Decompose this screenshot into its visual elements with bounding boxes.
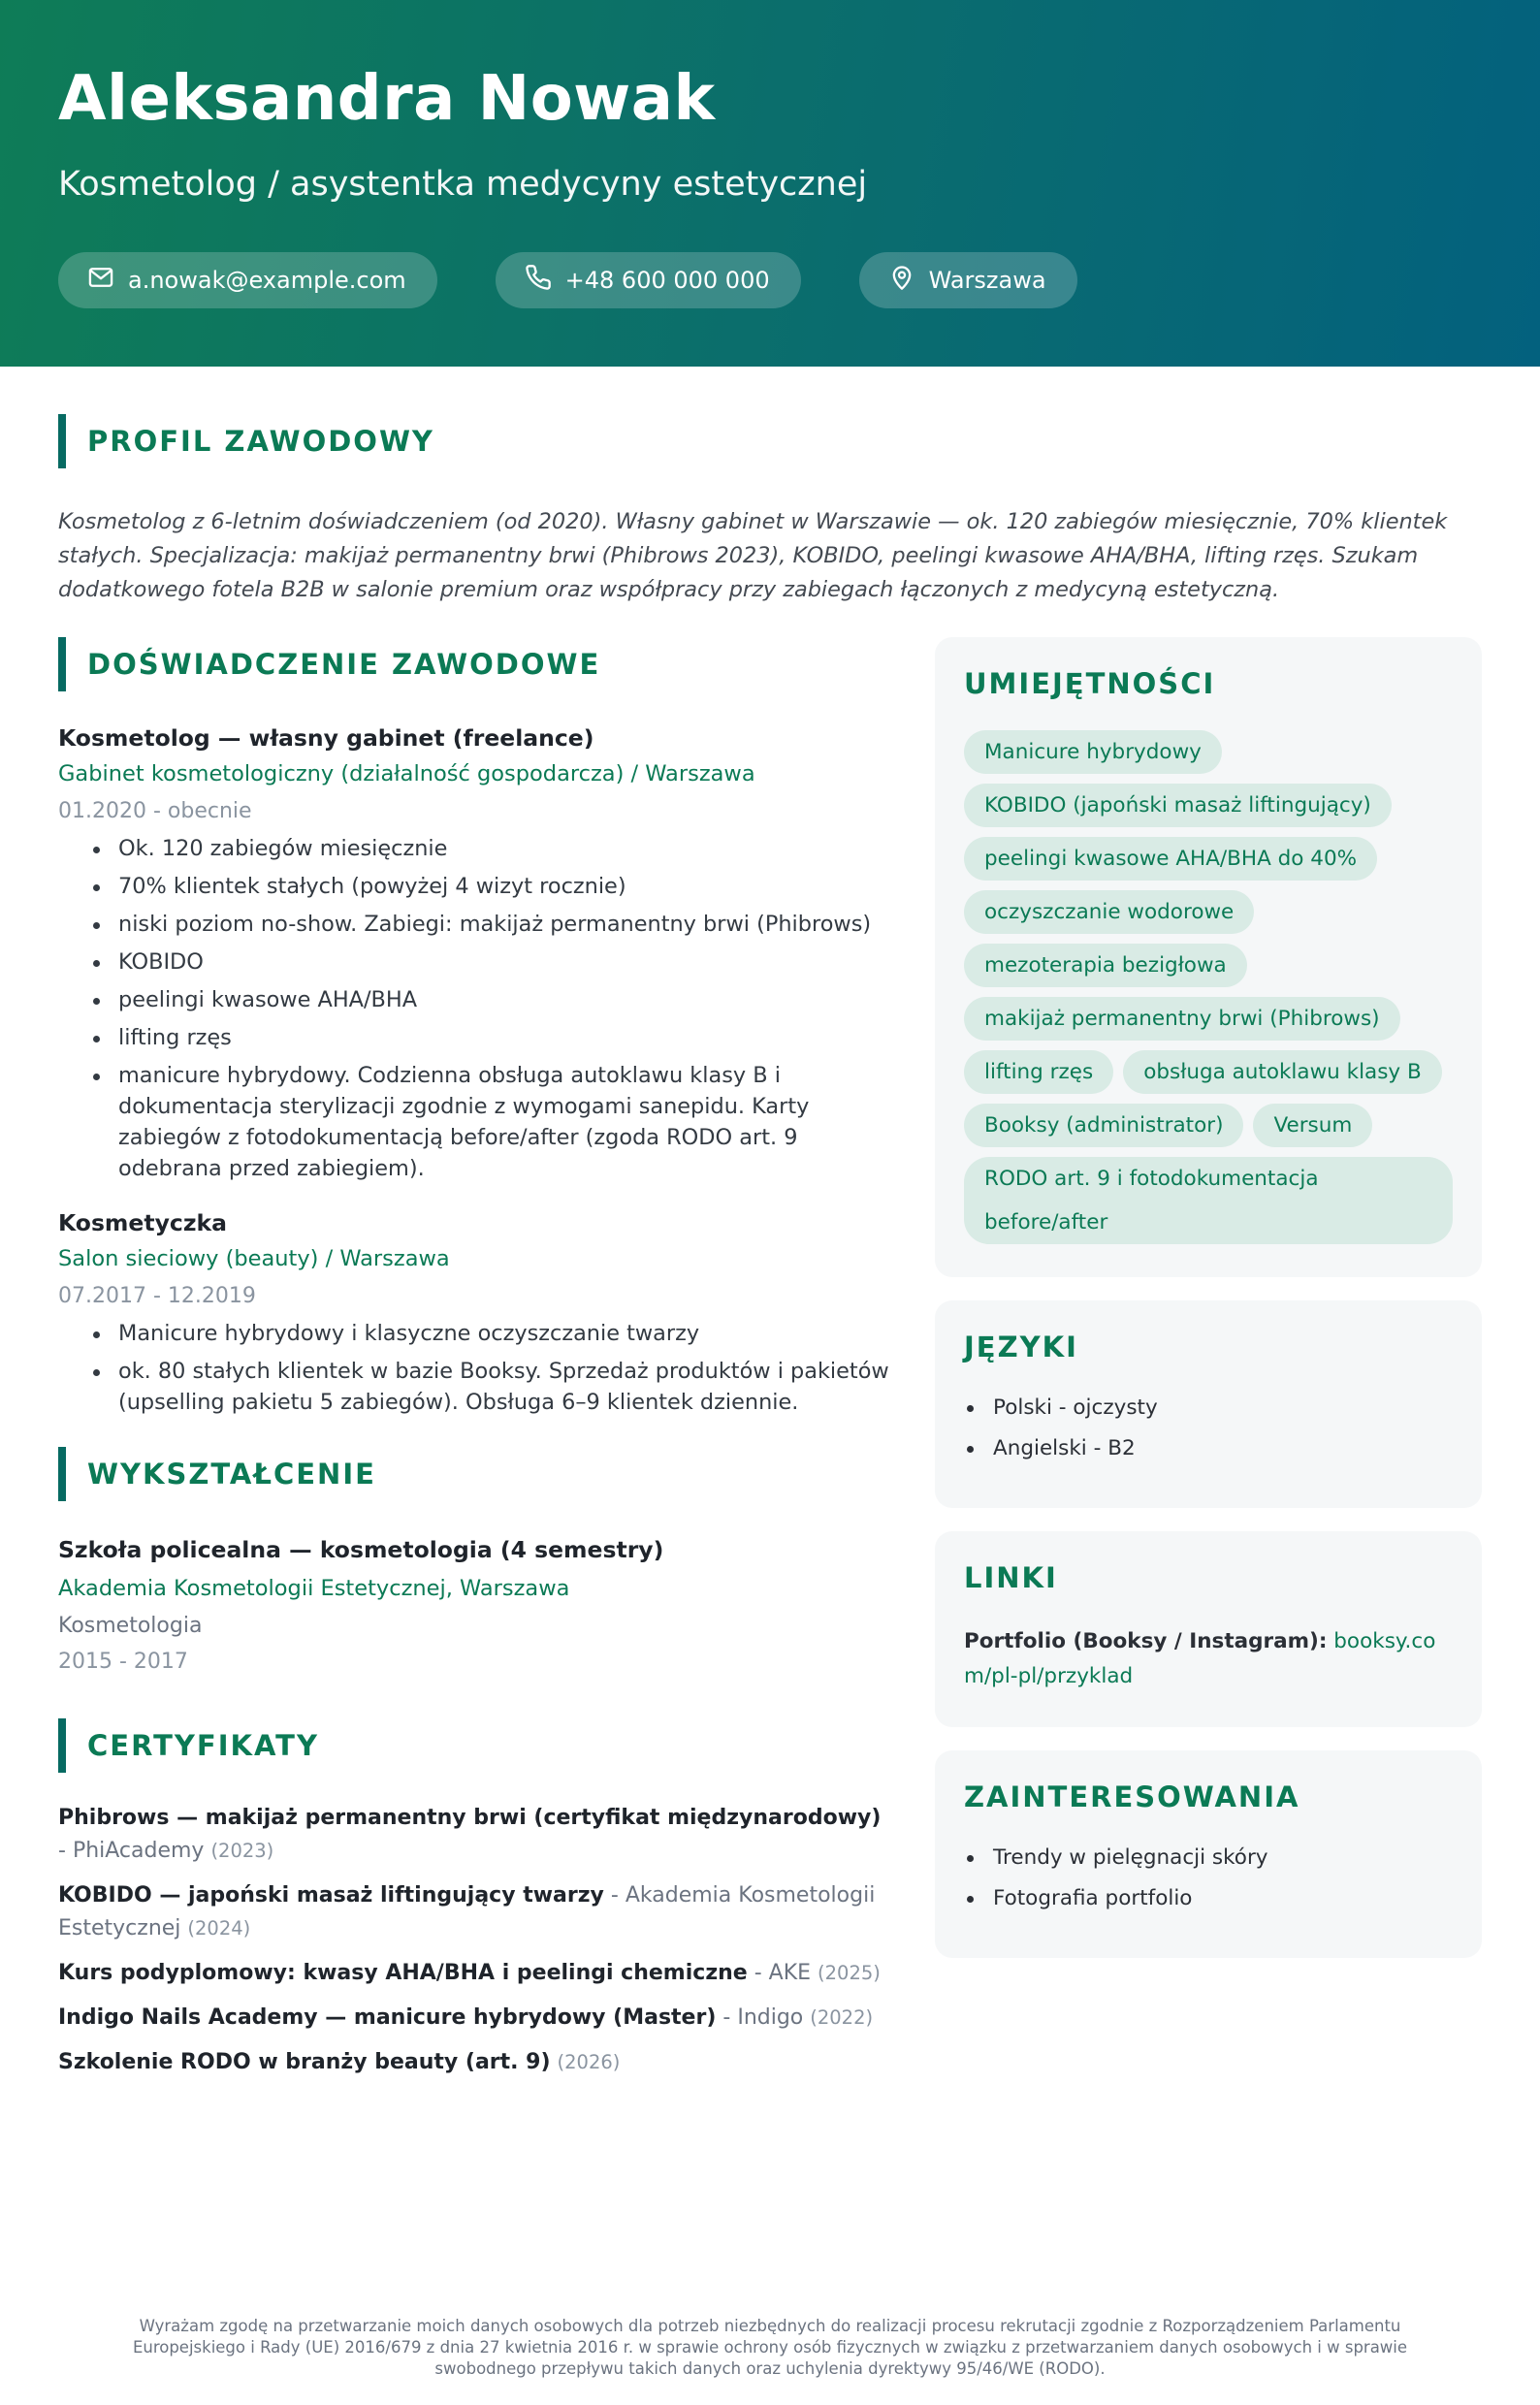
interests-heading: ZAINTERESOWANIA (964, 1780, 1300, 1813)
profile-section (58, 414, 1484, 607)
certificate-year: (2023) (210, 1840, 274, 1862)
contact-location-text: Warszawa (928, 267, 1046, 294)
links-card (935, 1531, 1482, 1727)
contact-phone[interactable] (496, 252, 801, 308)
certificate-issuer: Indigo (737, 2005, 804, 2030)
list-item: 70% klientek stałych (powyżej 4 wizyt rocznie) (58, 871, 892, 902)
portfolio-link-label: Portfolio (Booksy / Instagram): (964, 1629, 1328, 1653)
gdpr-consent: Wyrażam zgodę na przetwarzanie moich danych osobowych dla potrzeb niezbędnych do realizacji procesu rekrutacji zgodnie z Rozporządzeniem Parlamentu Europejskiego i Rady (UE) 2016/679 z dnia 27 kwietnia 2016 r. w sprawie ochrony osób fizycznych w związku z przetwarzaniem danych osobowych i w sprawie swobodnego przepływu takich danych oraz uchylenia dyrektywy 95/46/WE (RODO). (132, 2317, 1408, 2378)
education-dates: 2015 - 2017 (58, 1650, 188, 1674)
certificates-heading: CERTYFIKATY (58, 1718, 892, 1773)
certificate-issuer: AKE (768, 1961, 812, 1985)
certificate-item: KOBIDO — japoński masaż liftingujący twarzy - Akademia Kosmetologii Estetycznej (2024) (58, 1883, 876, 1940)
list-item: peelingi kwasowe AHA/BHA (58, 984, 892, 1015)
skill-tag: KOBIDO (japoński masaż liftingujący) (964, 784, 1392, 827)
profile-heading: PROFIL ZAWODOWY (58, 414, 1484, 468)
skills-card (935, 637, 1482, 1277)
skill-tag: oczyszczanie wodorowe (964, 890, 1254, 934)
list-item: manicure hybrydowy. Codzienna obsługa autoklawu klasy B i dokumentacja sterylizacji zgodnie z wymogami sanepidu. Karty zabiegów z fotodokumentacją before/after (zgoda RODO art. 9 odebrana przed zabiegiem). (58, 1060, 892, 1184)
job-organization: Gabinet kosmetologiczny (działalność gospodarcza) / Warszawa (58, 761, 755, 786)
skill-tag: peelingi kwasowe AHA/BHA do 40% (964, 837, 1377, 881)
contact-list (58, 252, 1077, 308)
certificate-issuer: Akademia Kosmetologii Estetycznej (58, 1883, 876, 1940)
languages-list (964, 1394, 1453, 1463)
skills-tags (964, 730, 1453, 1244)
skill-tag: mezoterapia bezigłowa (964, 944, 1247, 987)
job-entry (58, 721, 892, 1184)
list-item: Trendy w pielęgnacji skóry (964, 1844, 1453, 1873)
certificate-year: (2022) (810, 2006, 874, 2029)
certificate-name: Indigo Nails Academy — manicure hybrydowy (Master) (58, 2005, 717, 2030)
languages-card (935, 1300, 1482, 1508)
certificate-year: (2024) (187, 1917, 251, 1940)
job-bullets (58, 1318, 892, 1418)
certificate-name: Szkolenie RODO w branży beauty (art. 9) (58, 2050, 551, 2074)
header-banner (0, 0, 1540, 367)
skill-tag: Booksy (administrator) (964, 1104, 1243, 1147)
education-heading: WYKSZTAŁCENIE (58, 1447, 892, 1501)
list-item: Ok. 120 zabiegów miesięcznie (58, 833, 892, 864)
certificate-issuer: PhiAcademy (72, 1839, 205, 1863)
certificate-year: (2026) (557, 2051, 621, 2073)
list-item: Polski - ojczysty (964, 1394, 1453, 1423)
certificate-name: Phibrows — makijaż permanentny brwi (certyfikat międzynarodowy) (58, 1806, 882, 1830)
list-item: Manicure hybrydowy i klasyczne oczyszczanie twarzy (58, 1318, 892, 1349)
portfolio-link[interactable]: booksy.com/pl-pl/przyklad (964, 1629, 1436, 1688)
job-title: Kosmetolog — własny gabinet (freelance) (58, 724, 594, 752)
skill-tag: Manicure hybrydowy (964, 730, 1222, 774)
certificate-name: KOBIDO — japoński masaż liftingujący twarzy (58, 1883, 604, 1908)
profile-text: Kosmetolog z 6-letnim doświadczeniem (od 2020). Własny gabinet w Warszawie — ok. 120 zabiegów miesięcznie, 70% klientek stałych. Specjalizacja: makijaż permanentny brwi (Phibrows 2023), KOBIDO, peelingi kwasowe AHA/BHA, lifting rzęs. Szukam dodatkowego fotela B2B w salonie premium oraz współpracy przy zabiegach łączonych z medycyną estetyczną. (58, 509, 1448, 602)
certificates-list (58, 1802, 892, 2079)
education-entry (58, 1530, 892, 1680)
job-dates: 07.2017 - 12.2019 (58, 1284, 256, 1308)
experience-heading: DOŚWIADCZENIE ZAWODOWE (58, 637, 892, 691)
certificate-item: Indigo Nails Academy — manicure hybrydowy (Master) - Indigo (2022) (58, 2005, 874, 2030)
skill-tag: RODO art. 9 i fotodokumentacja before/after (964, 1157, 1453, 1244)
mail-icon (87, 264, 114, 297)
list-item: ok. 80 stałych klientek w bazie Booksy. Sprzedaż produktów i pakietów (upselling pakietu 5 zabiegów). Obsługa 6–9 klientek dziennie. (58, 1356, 892, 1418)
job-organization: Salon sieciowy (beauty) / Warszawa (58, 1246, 450, 1271)
list-item: Angielski - B2 (964, 1434, 1453, 1463)
certificate-item (58, 2046, 892, 2079)
skill-tag: obsługa autoklawu klasy B (1123, 1050, 1442, 1094)
certificate-item: Phibrows — makijaż permanentny brwi (certyfikat międzynarodowy) - PhiAcademy (2023) (58, 1806, 882, 1863)
certificate-year: (2025) (818, 1962, 881, 1984)
list-item: Fotografia portfolio (964, 1884, 1453, 1913)
skill-tag: lifting rzęs (964, 1050, 1113, 1094)
list-item: lifting rzęs (58, 1022, 892, 1053)
candidate-role: Kosmetolog / asystentka medycyny estetycznej (58, 165, 868, 204)
education-school: Akademia Kosmetologii Estetycznej, Warszawa (58, 1576, 570, 1601)
job-dates: 01.2020 - obecnie (58, 799, 252, 823)
contact-email-text: a.nowak@example.com (128, 267, 406, 294)
candidate-name: Aleksandra Nowak (58, 63, 716, 135)
main-column (58, 637, 892, 2091)
skill-tag: Versum (1253, 1104, 1372, 1147)
portfolio-link-row (964, 1624, 1453, 1694)
phone-icon (525, 264, 552, 297)
education-field: Kosmetologia (58, 1614, 203, 1638)
job-bullets (58, 833, 892, 1184)
job-entry (58, 1205, 892, 1418)
links-heading: LINKI (964, 1561, 1058, 1594)
job-title: Kosmetyczka (58, 1209, 228, 1236)
list-item: KOBIDO (58, 946, 892, 978)
languages-heading: JĘZYKI (964, 1331, 1078, 1363)
education-title: Szkoła policealna — kosmetologia (4 semestry) (58, 1536, 664, 1563)
certificate-name: Kurs podyplomowy: kwasy AHA/BHA i peelingi chemiczne (58, 1961, 748, 1985)
contact-phone-text: +48 600 000 000 (564, 267, 770, 294)
location-pin-icon (888, 264, 915, 297)
contact-location (859, 252, 1077, 308)
contact-email[interactable] (58, 252, 437, 308)
skills-heading: UMIEJĘTNOŚCI (964, 667, 1216, 700)
skill-tag: makijaż permanentny brwi (Phibrows) (964, 997, 1400, 1041)
sidebar-column (935, 637, 1482, 1981)
list-item: niski poziom no-show. Zabiegi: makijaż permanentny brwi (Phibrows) (58, 909, 892, 940)
certificate-item: Kurs podyplomowy: kwasy AHA/BHA i peelingi chemiczne - AKE (2025) (58, 1961, 881, 1985)
interests-list (964, 1844, 1453, 1913)
interests-card (935, 1750, 1482, 1958)
